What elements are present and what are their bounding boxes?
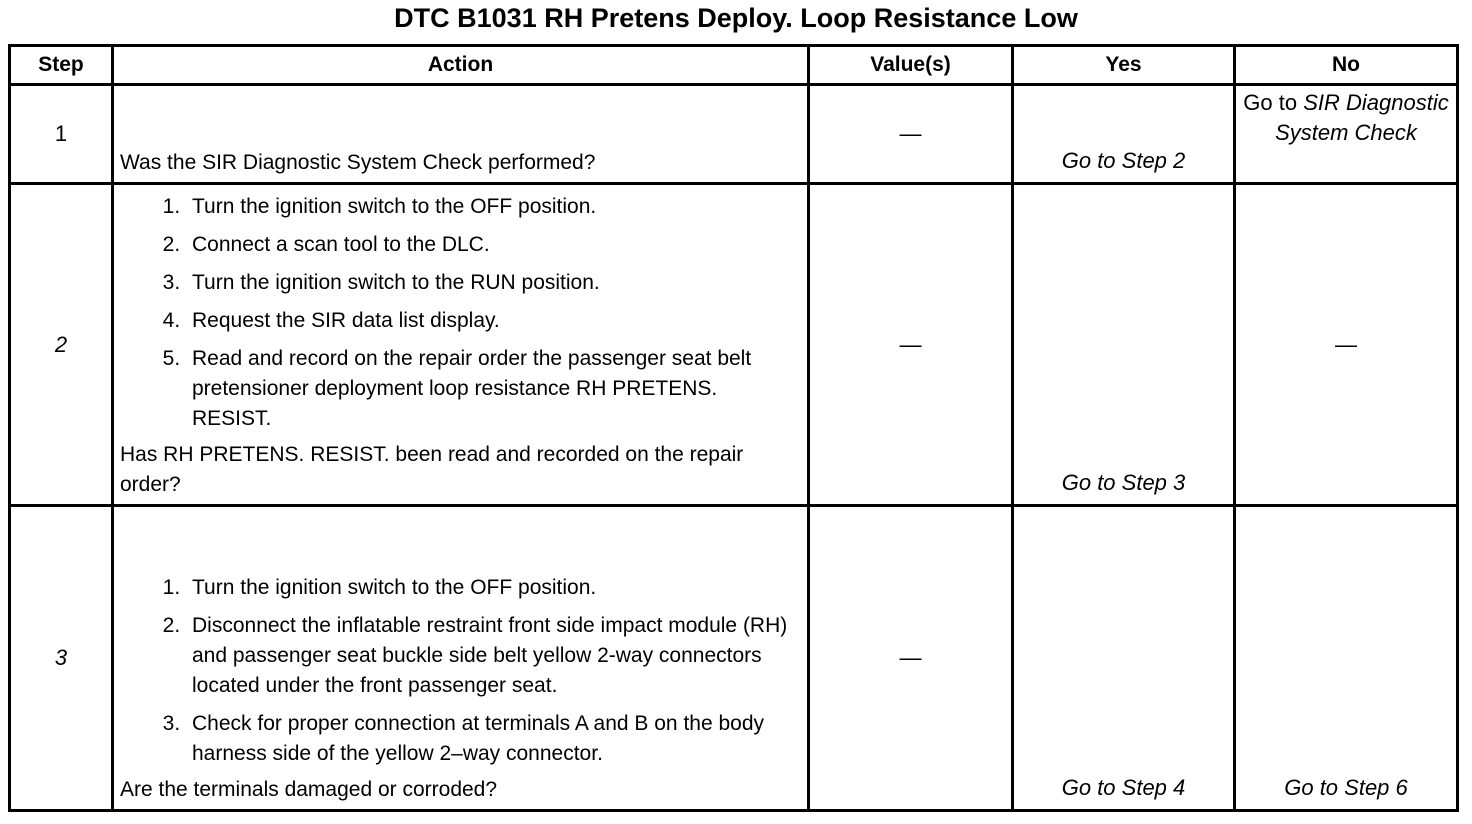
action-cell	[113, 506, 809, 811]
action-question: Was the SIR Diagnostic System Check performed?	[120, 151, 596, 174]
header-action: Action	[113, 46, 809, 85]
list-item: 2. Disconnect the inflatable restraint front side impact module (RH) and passenger seat buckle side belt yellow 2-way connectors located under the front passenger seat.	[186, 611, 799, 701]
list-item: 5. Read and record on the repair order the passenger seat belt pretensioner deployment loop resistance RH PRETENS. RESIST.	[186, 344, 799, 434]
value-cell: —	[809, 506, 1013, 811]
list-item: 3. Check for proper connection at terminals A and B on the body harness side of the yellow 2–way connector.	[186, 709, 799, 769]
yes-link[interactable]: Go to Step 3	[1061, 470, 1186, 495]
action-cell	[113, 85, 809, 184]
header-step: Step	[10, 46, 113, 85]
list-item: 3. Turn the ignition switch to the RUN position.	[186, 268, 799, 298]
no-cell	[1235, 506, 1458, 811]
header-no: No	[1235, 46, 1458, 85]
list-item: 1. Turn the ignition switch to the OFF position.	[186, 192, 799, 222]
yes-cell	[1013, 184, 1235, 506]
list-item: 2. Connect a scan tool to the DLC.	[186, 230, 799, 260]
table-row	[10, 85, 1458, 184]
page-title: DTC B1031 RH Pretens Deploy. Loop Resistance Low	[394, 3, 1078, 33]
no-link[interactable]	[1236, 86, 1456, 148]
action-steps	[120, 192, 799, 434]
value-cell: —	[809, 85, 1013, 184]
list-item: 4. Request the SIR data list display.	[186, 306, 799, 336]
step-number: 3	[10, 506, 113, 811]
table-row	[10, 184, 1458, 506]
yes-link[interactable]: Go to Step 2	[1061, 148, 1186, 173]
header-values: Value(s)	[809, 46, 1013, 85]
yes-link[interactable]: Go to Step 4	[1061, 775, 1186, 800]
yes-cell	[1013, 506, 1235, 811]
table-row	[10, 506, 1458, 811]
header-yes: Yes	[1013, 46, 1235, 85]
diagnostic-table	[8, 44, 1459, 812]
value-cell: —	[809, 184, 1013, 506]
no-prefix: Go to	[1243, 90, 1298, 115]
no-link[interactable]: Go to Step 6	[1284, 775, 1408, 800]
step-number: 1	[10, 85, 113, 184]
no-cell	[1235, 85, 1458, 184]
no-target: SIR Diagnostic System Check	[1275, 90, 1449, 145]
action-question: Has RH PRETENS. RESIST. been read and recorded on the repair order?	[120, 443, 744, 496]
action-cell	[113, 184, 809, 506]
list-item: 1. Turn the ignition switch to the OFF position.	[186, 573, 799, 603]
action-question: Are the terminals damaged or corroded?	[120, 778, 498, 801]
action-steps	[120, 573, 799, 769]
step-number: 2	[10, 184, 113, 506]
header-row	[10, 46, 1458, 85]
yes-cell	[1013, 85, 1235, 184]
no-cell: —	[1235, 184, 1458, 506]
